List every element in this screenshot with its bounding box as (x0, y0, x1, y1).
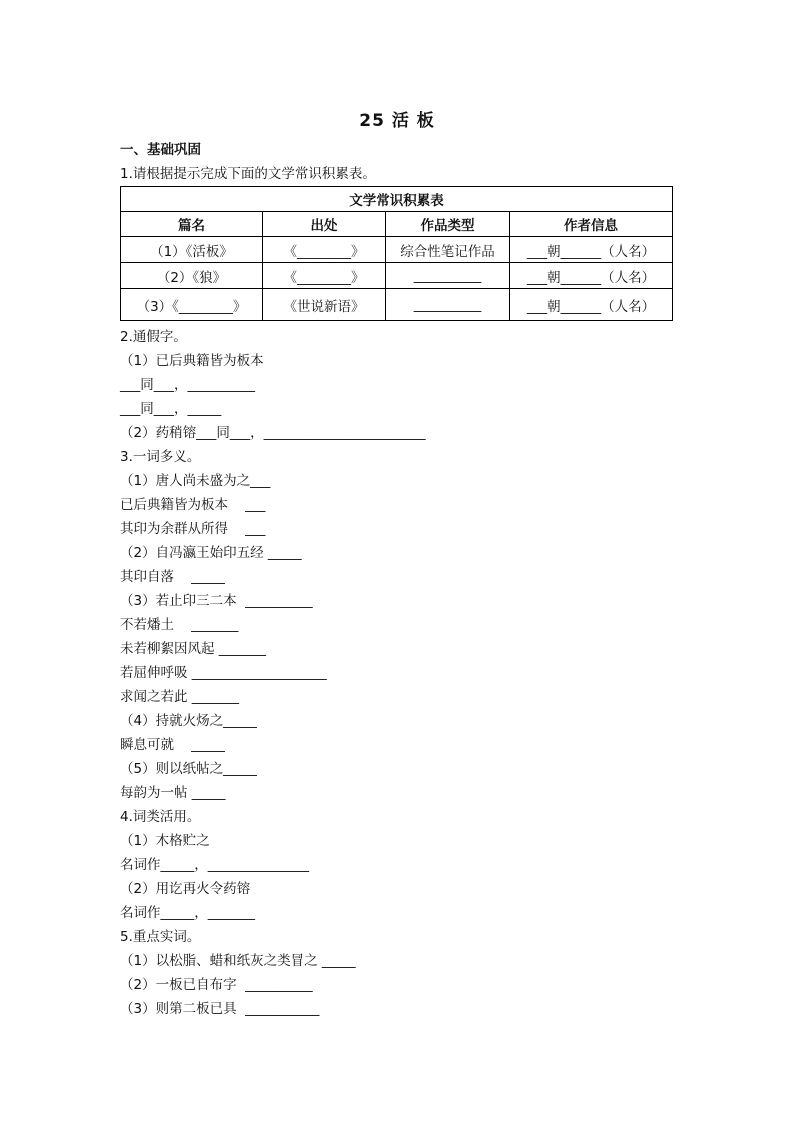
question-line: （2）一板已自布字 __________ (120, 977, 313, 993)
table-header-cell: 出处 (263, 212, 386, 237)
answer-line: 名词作_____，_______ (120, 905, 255, 921)
question-line: （1）以松脂、蜡和纸灰之类冒之 _____ (120, 953, 356, 969)
question-line: 每韵为一帖 _____ (120, 785, 226, 801)
question-5-heading: 5.重点实词。 (120, 929, 201, 945)
question-3-heading: 3.一词多义。 (120, 449, 201, 465)
table-cell: （3）《________》 (121, 289, 263, 321)
question-line: （2）自冯瀛王始印五经 _____ (120, 545, 302, 561)
table-cell: __________ (386, 289, 510, 321)
answer-line: ___同___，__________ (120, 377, 255, 393)
table-caption: 文学常识积累表 (121, 187, 673, 212)
table-cell: ___朝______（人名） (510, 237, 673, 263)
literature-table (120, 186, 673, 321)
table-cell: 《________》 (263, 263, 386, 289)
question-line: 若屈伸呼吸 ____________________ (120, 665, 327, 681)
table-header-cell: 作者信息 (510, 212, 673, 237)
question-line: 求闻之若此 _______ (120, 689, 240, 705)
question-line: （4）持就火炀之_____ (120, 713, 257, 729)
question-line: 不若燔土 _______ (120, 617, 239, 633)
table-cell: （1）《活板》 (121, 237, 263, 263)
answer-line: 名词作_____，_______________ (120, 857, 309, 873)
question-2-heading: 2.通假字。 (120, 329, 187, 345)
question-line: （1）木格贮之 (120, 833, 210, 849)
question-line: （5）则以纸帖之_____ (120, 761, 257, 777)
question-line: （2）药稍镕___同___，________________________ (120, 425, 426, 441)
question-line: （1）已后典籍皆为板本 (120, 353, 264, 369)
table-row (121, 289, 673, 321)
table-row (121, 237, 673, 263)
question-line: （3）若止印三二本 __________ (120, 593, 313, 609)
question-4-heading: 4.词类活用。 (120, 809, 201, 825)
table-header-cell: 作品类型 (386, 212, 510, 237)
question-line: （2）用讫再火令药镕 (120, 881, 251, 897)
table-cell: ___朝______（人名） (510, 263, 673, 289)
question-line: （1）唐人尚未盛为之___ (120, 473, 271, 489)
page-title: 25 活 板 (359, 111, 435, 131)
table-cell: 综合性笔记作品 (386, 237, 510, 263)
table-cell: （2）《狼》 (121, 263, 263, 289)
table-cell: 《________》 (263, 237, 386, 263)
table-header-cell: 篇名 (121, 212, 263, 237)
question-line: 瞬息可就 _____ (120, 737, 225, 753)
section-heading: 一、基础巩固 (120, 142, 201, 158)
question-line: （3）则第二板已具 ___________ (120, 1001, 320, 1017)
question-1-prompt: 1.请根据提示完成下面的文学常识积累表。 (120, 166, 376, 182)
question-line: 未若柳絮因风起 _______ (120, 641, 267, 657)
table-cell: 《世说新语》 (263, 289, 386, 321)
answer-line: ___同___，_____ (120, 401, 222, 417)
table-cell: ___朝______（人名） (510, 289, 673, 321)
question-line: 已后典籍皆为板本 ___ (120, 497, 266, 513)
question-line: 其印为余群从所得 ___ (120, 521, 266, 537)
question-line: 其印自落 _____ (120, 569, 225, 585)
table-cell: __________ (386, 263, 510, 289)
table-row (121, 263, 673, 289)
